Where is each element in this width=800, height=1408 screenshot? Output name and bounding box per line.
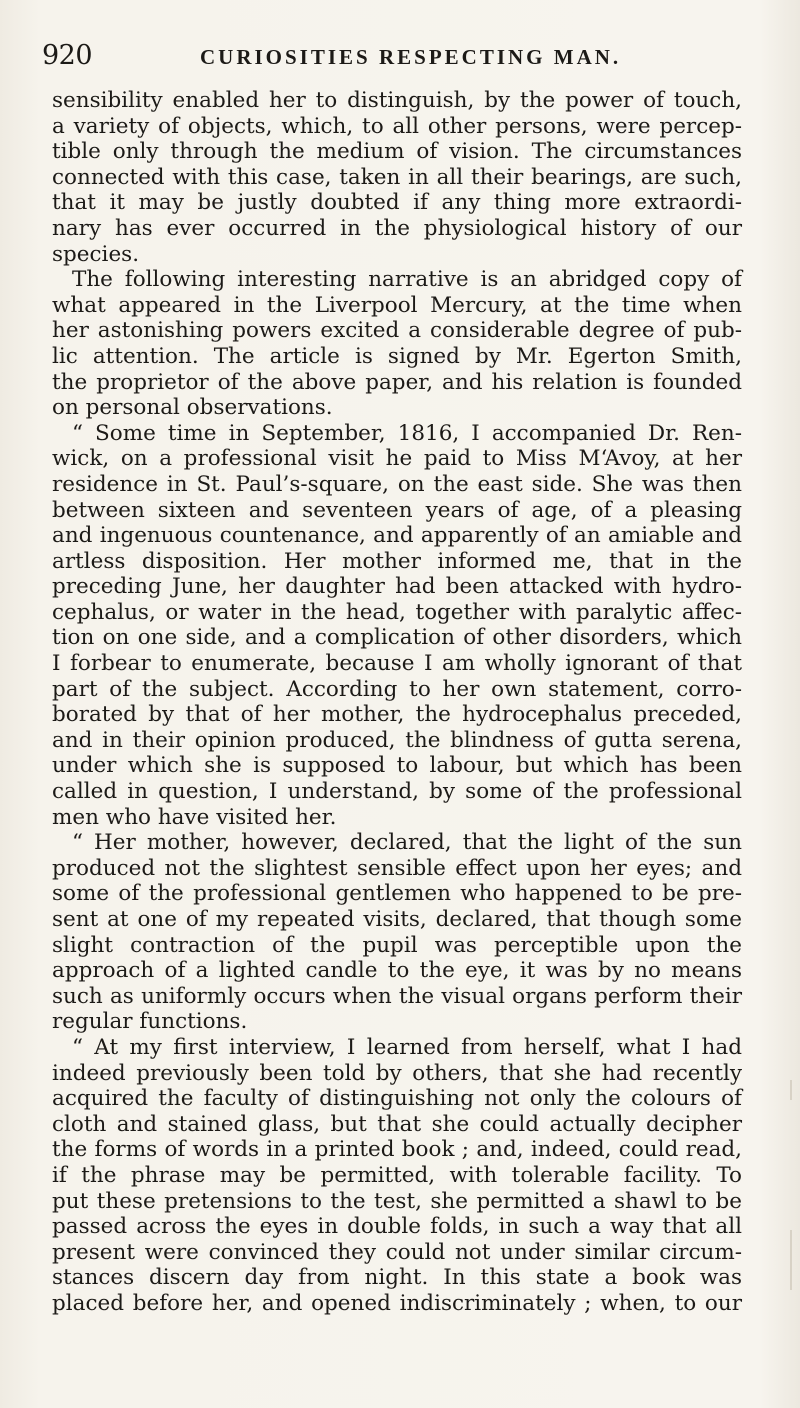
text-line: placed before her, and opened indiscriminately ; when, to our [52, 1290, 742, 1316]
text-line: I forbear to enumerate, because I am wholly ignorant of that [52, 651, 742, 677]
text-line: under which she is supposed to labour, but which has been [52, 753, 742, 779]
text-line: nary has ever occurred in the physiological history of our [52, 215, 742, 241]
text-line: and in their opinion produced, the blindness of gutta serena, [52, 727, 742, 753]
text-line: tible only through the medium of vision. The circumstances [52, 139, 742, 165]
text-line: borated by that of her mother, the hydrocephalus preceded, [52, 702, 742, 728]
text-line: passed across the eyes in double folds, in such a way that all [52, 1214, 742, 1240]
text-line: what appeared in the Liverpool Mercury, at the time when [52, 292, 742, 318]
text-line: called in question, I understand, by some of the professional [52, 779, 742, 805]
text-line: species. [52, 241, 140, 267]
page-edge-mark [790, 1230, 792, 1290]
text-line: lic attention. The article is signed by Mr. Egerton Smith, [52, 343, 742, 369]
text-line: between sixteen and seventeen years of age, of a pleasing [52, 497, 742, 523]
text-line: sensibility enabled her to distinguish, by the power of touch, [52, 88, 742, 113]
text-line: cephalus, or water in the head, together with paralytic affec- [52, 599, 742, 625]
text-line: stances discern day from night. In this state a book was [52, 1265, 742, 1291]
text-line: “ Her mother, however, declared, that the light of the sun [72, 830, 742, 856]
text-line: present were convinced they could not under similar circum- [52, 1239, 742, 1265]
text-line: produced not the slightest sensible effect upon her eyes; and [52, 855, 742, 881]
text-line: part of the subject. According to her own statement, corro- [52, 676, 742, 702]
text-line: cloth and stained glass, but that she could actually decipher [52, 1111, 742, 1137]
text-line: indeed previously been told by others, that she had recently [52, 1060, 742, 1086]
text-line: “ Some time in September, 1816, I accompanied Dr. Ren- [72, 420, 742, 446]
text-line: regular functions. [52, 1009, 248, 1035]
text-line: the proprietor of the above paper, and his relation is founded [52, 369, 742, 395]
text-line: acquired the faculty of distinguishing not only the colours of [52, 1086, 742, 1112]
text-line: her astonishing powers excited a considerable degree of pub- [52, 318, 742, 344]
running-head: CURIOSITIES RESPECTING MAN. [200, 45, 622, 69]
text-line: approach of a lighted candle to the eye, it was by no means [52, 958, 742, 984]
text-line: a variety of objects, which, to all other persons, were percep- [52, 113, 742, 139]
text-line: some of the professional gentlemen who happened to be pre- [52, 881, 742, 907]
page-number: 920 [42, 40, 93, 71]
text-line: “ At my first interview, I learned from herself, what I had [72, 1034, 742, 1060]
text-line: that it may be justly doubted if any thing more extraordi- [52, 190, 742, 216]
page-edge-mark [790, 1080, 792, 1100]
text-line: the forms of words in a printed book ; and, indeed, could read, [52, 1137, 742, 1163]
text-line: artless disposition. Her mother informed me, that in the [52, 548, 742, 574]
text-line: such as uniformly occurs when the visual organs perform their [52, 983, 742, 1009]
text-line: tion on one side, and a complication of other disorders, which [52, 625, 742, 651]
text-line: on personal observations. [52, 395, 333, 421]
text-line: sent at one of my repeated visits, declared, that though some [52, 907, 742, 932]
text-line: slight contraction of the pupil was perceptible upon the [52, 932, 742, 958]
text-line: wick, on a professional visit he paid to Miss M‘Avoy, at her [52, 446, 742, 472]
text-line: men who have visited her. [52, 804, 337, 830]
text-line: put these pretensions to the test, she permitted a shawl to be [52, 1188, 742, 1214]
text-line: preceding June, her daughter had been attacked with hydro- [52, 574, 742, 600]
text-line: connected with this case, taken in all their bearings, are such, [52, 164, 742, 190]
text-line: and ingenuous countenance, and apparently of an amiable and [52, 523, 742, 549]
page-header [40, 40, 770, 74]
text-line: The following interesting narrative is an abridged copy of [72, 267, 742, 293]
text-line: residence in St. Paul’s-square, on the east side. She was then [52, 471, 742, 497]
body-text [52, 88, 742, 1317]
text-line: if the phrase may be permitted, with tolerable facility. To [52, 1162, 742, 1188]
